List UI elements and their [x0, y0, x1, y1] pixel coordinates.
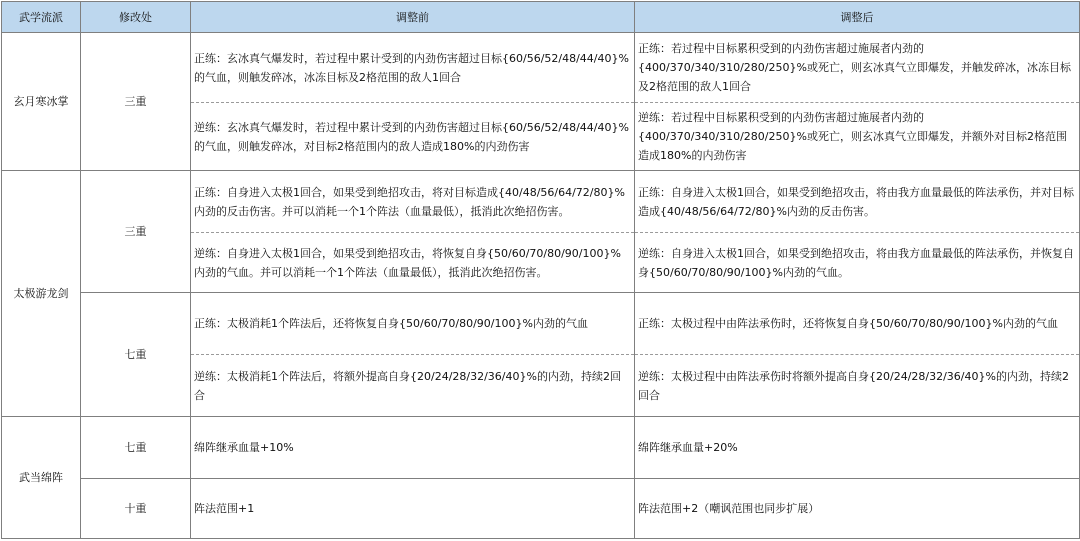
- skill-name-xuanyue: 玄月寒冰掌: [2, 33, 81, 171]
- cell-before: 正练：自身进入太极1回合，如果受到绝招攻击，将对目标造成{40/48/56/64/72/80}%内劲的反击伤害。并可以消耗一个1个阵法（血量最低），抵消此次绝招伤害。: [191, 171, 635, 233]
- cell-after: 逆练：若过程中目标累积受到的内劲伤害超过施展者内劲的{400/370/340/310/280/250}%或死亡，则玄冰真气立即爆发，并额外对目标2格范围造成180%的内劲伤害: [635, 103, 1080, 171]
- cell-after: 正练：若过程中目标累积受到的内劲伤害超过施展者内劲的{400/370/340/310/280/250}%或死亡，则玄冰真气立即爆发，并触发碎冰，冰冻目标及2格范围的敌人1回合: [635, 33, 1080, 103]
- cell-after: 阵法范围+2（嘲讽范围也同步扩展）: [635, 479, 1080, 539]
- cell-before: 正练：太极消耗1个阵法后，还将恢复自身{50/60/70/80/90/100}%内劲的气血: [191, 293, 635, 355]
- skill-name-taiji: 太极游龙剑: [2, 171, 81, 417]
- cell-before: 逆练：太极消耗1个阵法后，将额外提高自身{20/24/28/32/36/40}%的内劲，持续2回合: [191, 355, 635, 417]
- cell-after: 逆练：自身进入太极1回合，如果受到绝招攻击，将由我方血量最低的阵法承伤，并恢复自身{50/60/70/80/90/100}%内劲的气血。: [635, 233, 1080, 293]
- level-cell: 三重: [81, 171, 191, 293]
- table-row: [2, 171, 1080, 233]
- cell-after: 逆练：太极过程中由阵法承伤时将额外提高自身{20/24/28/32/36/40}%的内劲，持续2回合: [635, 355, 1080, 417]
- table-row: [2, 293, 1080, 355]
- cell-before: 逆练：玄冰真气爆发时，若过程中累计受到的内劲伤害超过目标{60/56/52/48/44/40}%的气血，则触发碎冰，对目标2格范围内的敌人造成180%的内劲伤害: [191, 103, 635, 171]
- cell-after: 正练：自身进入太极1回合，如果受到绝招攻击，将由我方血量最低的阵法承伤，并对目标造成{40/48/56/64/72/80}%内劲的反击伤害。: [635, 171, 1080, 233]
- header-row: [2, 2, 1080, 33]
- patch-notes-table: [1, 1, 1080, 539]
- cell-before: 逆练：自身进入太极1回合，如果受到绝招攻击，将恢复自身{50/60/70/80/90/100}%内劲的气血。并可以消耗一个1个阵法（血量最低），抵消此次绝招伤害。: [191, 233, 635, 293]
- table-row: [2, 479, 1080, 539]
- cell-after: 绵阵继承血量+20%: [635, 417, 1080, 479]
- level-cell: 七重: [81, 293, 191, 417]
- header-school: 武学流派: [2, 2, 81, 33]
- table-row: [2, 417, 1080, 479]
- cell-before: 正练：玄冰真气爆发时，若过程中累计受到的内劲伤害超过目标{60/56/52/48/44/40}%的气血，则触发碎冰，冰冻目标及2格范围的敌人1回合: [191, 33, 635, 103]
- cell-after: 正练：太极过程中由阵法承伤时，还将恢复自身{50/60/70/80/90/100}%内劲的气血: [635, 293, 1080, 355]
- level-cell: 三重: [81, 33, 191, 171]
- table-row: [2, 33, 1080, 103]
- level-cell: 十重: [81, 479, 191, 539]
- header-before: 调整前: [191, 2, 635, 33]
- header-after: 调整后: [635, 2, 1080, 33]
- cell-before: 阵法范围+1: [191, 479, 635, 539]
- level-cell: 七重: [81, 417, 191, 479]
- skill-name-wudang: 武当绵阵: [2, 417, 81, 539]
- header-location: 修改处: [81, 2, 191, 33]
- cell-before: 绵阵继承血量+10%: [191, 417, 635, 479]
